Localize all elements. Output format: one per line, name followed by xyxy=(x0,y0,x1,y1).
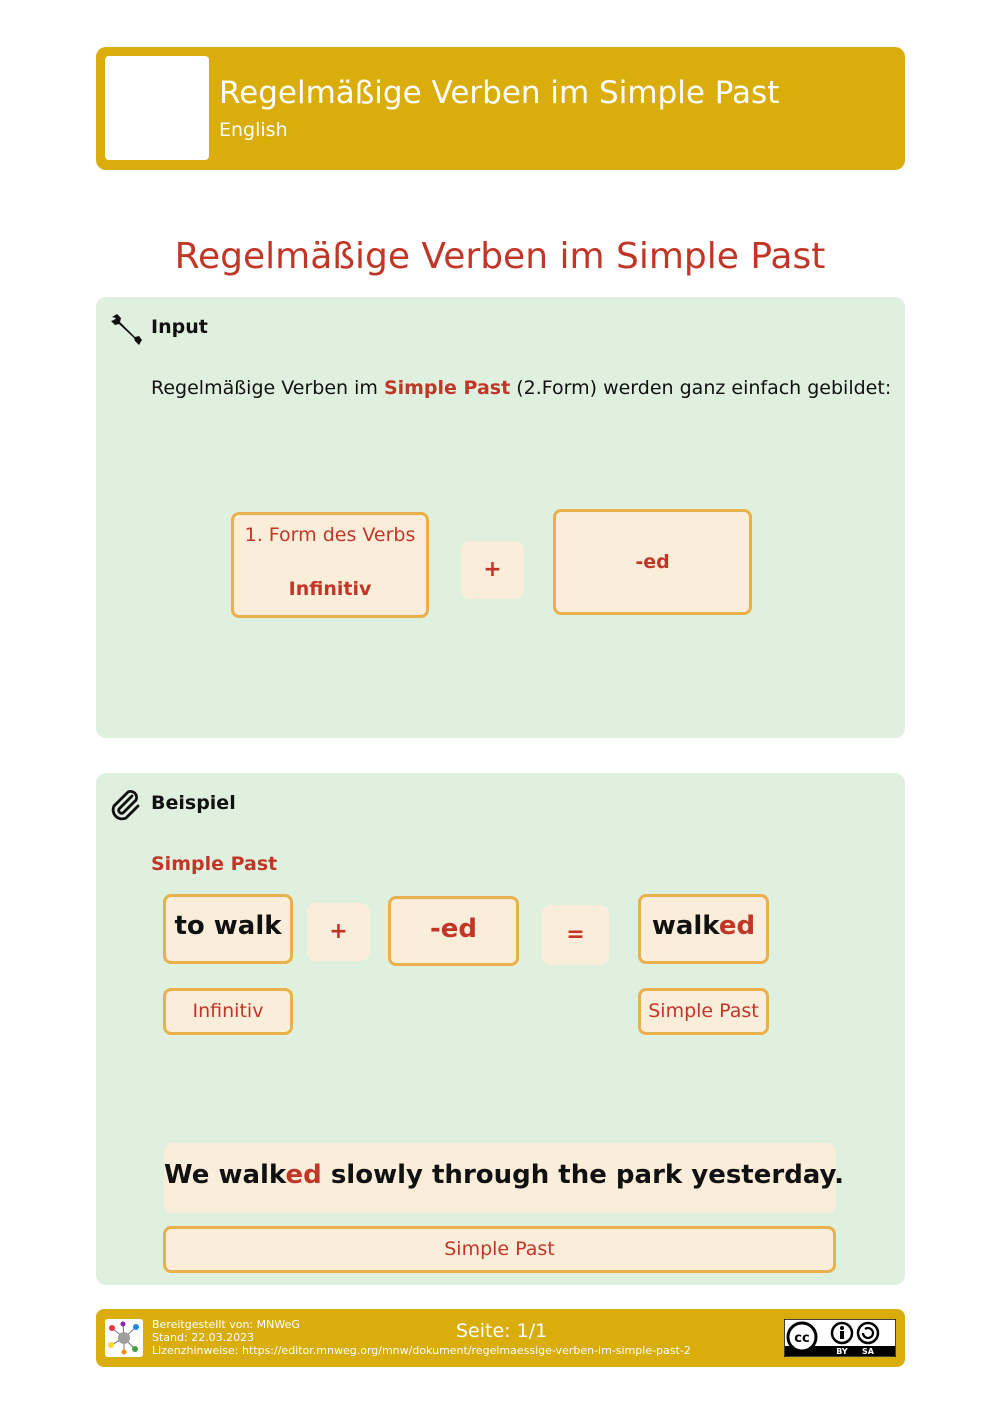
equals-sign: = xyxy=(542,905,609,965)
footer-meta xyxy=(152,1318,691,1357)
page-number: Seite: 1/1 xyxy=(456,1320,548,1342)
header-title: Regelmäßige Verben im Simple Past xyxy=(219,75,780,111)
cc-by-label: BY xyxy=(836,1347,848,1356)
result-tag: Simple Past xyxy=(638,988,769,1035)
suffix-box: -ed xyxy=(553,509,752,615)
input-panel xyxy=(96,297,905,738)
sentence-before: We walk xyxy=(164,1160,286,1190)
verb-form-label: 1. Form des Verbs xyxy=(244,524,416,546)
input-heading: Input xyxy=(151,316,208,338)
intro-before: Regelmäßige Verben im xyxy=(151,377,384,399)
header-banner xyxy=(96,47,905,170)
footer-banner xyxy=(96,1309,905,1367)
sentence-tag: Simple Past xyxy=(163,1226,836,1273)
verb-form-type: Infinitiv xyxy=(288,578,372,600)
footer-license: Lizenzhinweise: https://editor.mnweg.org/mnw/dokument/regelmaessige-verben-im-simple-past-2 xyxy=(152,1344,691,1357)
plus-sign: + xyxy=(461,541,524,599)
mnweg-logo xyxy=(105,1319,143,1357)
svg-text:cc: cc xyxy=(794,1331,810,1346)
infinitive-box: to walk xyxy=(163,894,293,964)
result-stem: walk xyxy=(651,911,719,941)
intro-text xyxy=(151,377,891,399)
logo-placeholder xyxy=(105,56,209,160)
cc-by-sa-icon xyxy=(784,1319,896,1357)
result-suffix: ed xyxy=(718,911,756,941)
header-subject: English xyxy=(219,119,288,141)
wrench-icon xyxy=(108,311,144,347)
verb-form-box xyxy=(231,512,429,618)
suffix-box: -ed xyxy=(388,896,519,966)
intro-highlight: Simple Past xyxy=(383,377,511,399)
page-title: Regelmäßige Verben im Simple Past xyxy=(174,236,826,278)
footer-provided-by: Bereitgestellt von: MNWeG xyxy=(152,1318,300,1331)
paperclip-icon xyxy=(108,787,144,823)
cc-sa-label: SA xyxy=(862,1347,874,1356)
plus-sign: + xyxy=(307,903,370,961)
example-heading: Beispiel xyxy=(151,792,236,814)
example-panel xyxy=(96,773,905,1285)
footer-date: Stand: 22.03.2023 xyxy=(152,1331,255,1344)
sentence-highlight: ed xyxy=(285,1160,322,1190)
intro-after: (2.Form) werden ganz einfach gebildet: xyxy=(510,377,892,399)
infinitive-tag: Infinitiv xyxy=(163,988,293,1035)
example-label: Simple Past xyxy=(151,853,278,875)
example-sentence xyxy=(164,1143,844,1213)
result-box xyxy=(638,894,769,964)
sentence-after: slowly through the park yesterday. xyxy=(321,1160,844,1190)
